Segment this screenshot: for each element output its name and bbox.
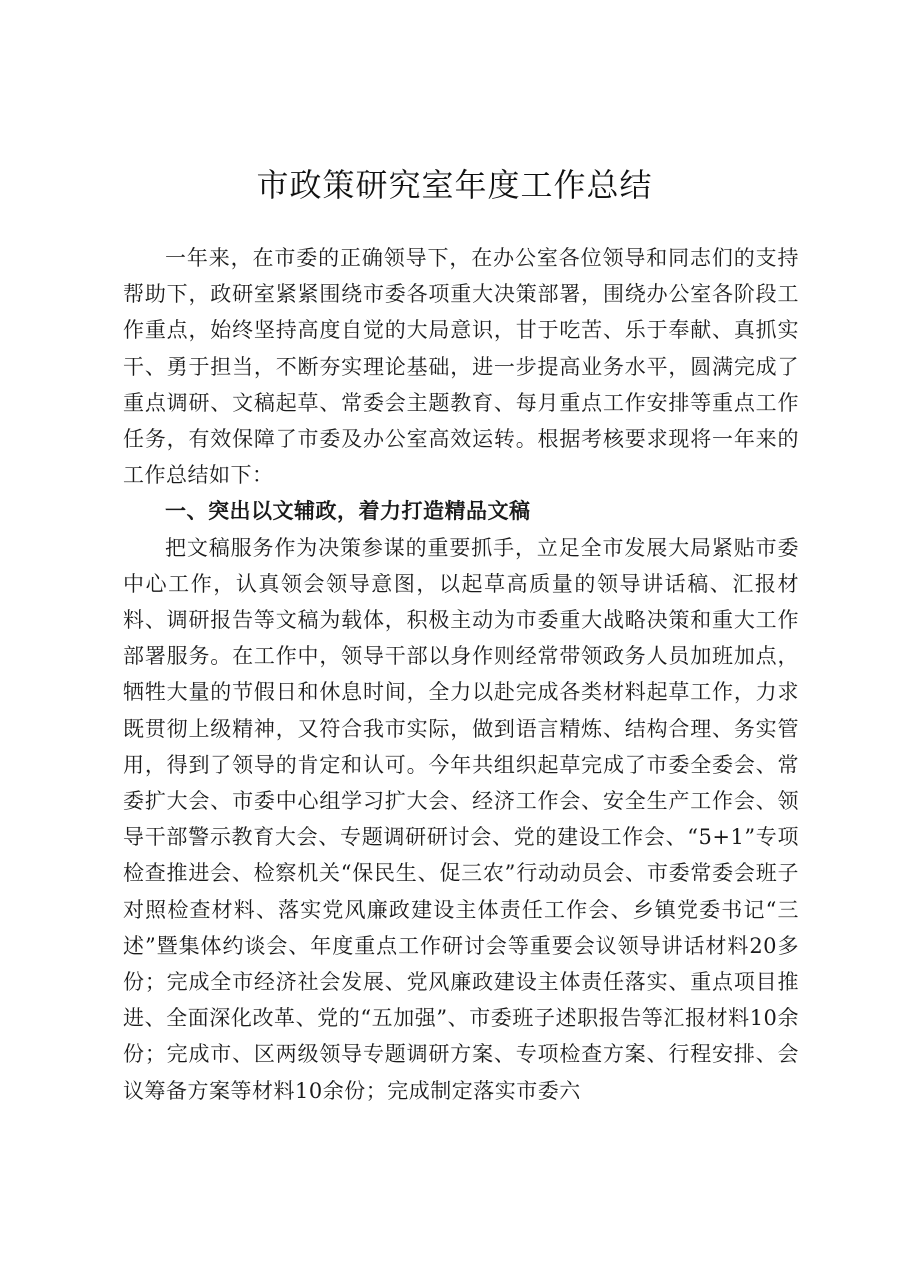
section-paragraph: 把文稿服务作为决策参谋的重要抓手，立足全市发展大局紧贴市委中心工作，认真领会领导意图，以起草高质量的领导讲话稿、汇报材料、调研报告等文稿为载体，积极主动为市委重大战略决策和重大工作部署服务。在工作中，领导干部以身作则经常带领政务人员加班加点，牺牲大量的节假日和休息时间，全力以赴完成各类材料起草工作，力求既贯彻上级精神，又符合我市实际，做到语言精炼、结构合理、务实管用，得到了领导的肯定和认可。今年共组织起草完成了市委全委会、常委扩大会、市委中心组学习扩大会、经济工作会、安全生产工作会、领导干部警示教育大会、专题调研研讨会、党的建设工作会、“5+1”专项检查推进会、检察机关“保民生、促三农”行动动员会、市委常委会班子对照检查材料、落实党风廉政建设主体责任工作会、乡镇党委书记“三述”暨集体约谈会、年度重点工作研讨会等重要会议领导讲话材料20多份；完成全市经济社会发展、党风廉政建设主体责任落实、重点项目推进、全面深化改革、党的“五加强”、市委班子述职报告等汇报材料10余份；完成市、区两级领导专题调研方案、专项检查方案、行程安排、会议筹备方案等材料10余份；完成制定落实市委六 [123,535,799,1103]
intro-paragraph: 一年来，在市委的正确领导下，在办公室各位领导和同志们的支持帮助下，政研室紧紧围绕市委各项重大决策部署，围绕办公室各阶段工作重点，始终坚持高度自觉的大局意识，甘于吃苦、乐于奉献、真抓实干、勇于担当，不断夯实理论基础，进一步提高业务水平，圆满完成了重点调研、文稿起草、常委会主题教育、每月重点工作安排等重点工作任务，有效保障了市委及办公室高效运转。根据考核要求现将一年来的工作总结如下： [123,246,799,488]
document-title: 市政策研究室年度工作总结 [256,166,653,204]
section-heading: 一、突出以文辅政，着力打造精品文稿 [165,499,531,524]
document-body [123,240,799,1109]
